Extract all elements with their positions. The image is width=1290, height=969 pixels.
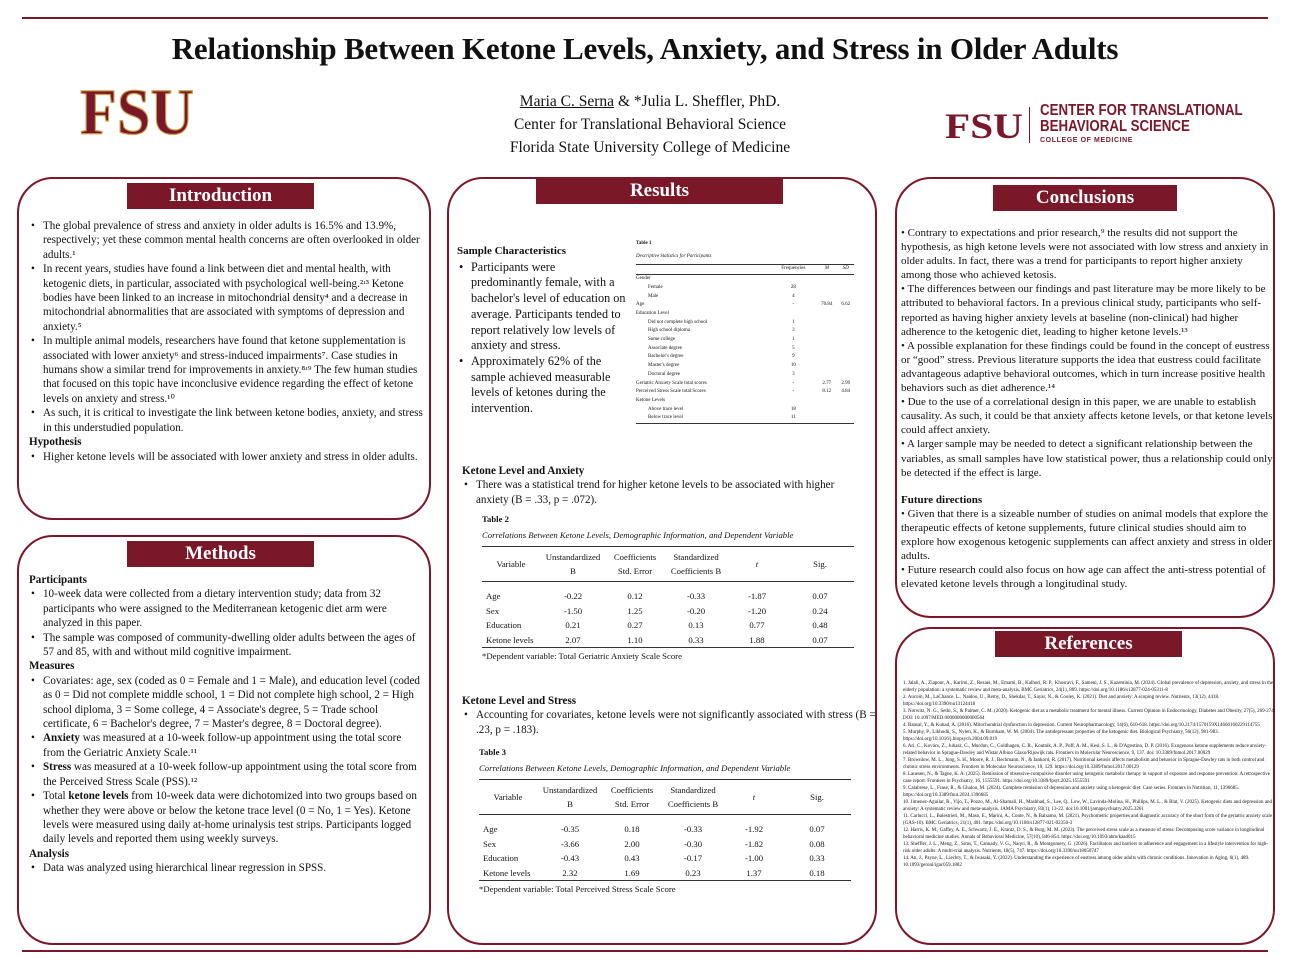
conclusion-bullet: • A larger sample may be needed to detect a significant relationship between the variables, as small samples have low statistical power, thus a relationship could only be detected if the effect is large. [901, 438, 1273, 479]
table1-cell [771, 275, 817, 284]
participants-bullet: • 10-week data were collected from a dietary intervention study; data from 32 participants who were assigned to the Mediterranean ketogenic diet arm were analyzed in this paper. [29, 587, 425, 630]
anxiety-result [462, 464, 862, 507]
table2-cell: 1.10 [627, 634, 643, 645]
reference-item: 9. Calabrese, L., Frase, R., & Ghaloo, M. (2024). Complete remission of depression and anxiety using a ketogenic diet: Case series. Frontiers in Nutrition, 11, 1396685. https://doi.org/10.3389/fnut.2024.1396685 [903, 786, 1240, 798]
table3-cell: 0.07 [809, 824, 825, 834]
table1-row [636, 336, 854, 345]
covariates-bullet: • Covariates: age, sex (coded as 0 = Female and 1 = Male), and education level (coded as 0 = Did not complete middle school, 1 = Did not complete high school, 2 = High school diploma, 3 = Some college, 4 = Associate's degree, 5 = Trade school certificate, 6 = Bachelor's degree, 7 = Master's degree, 8 = Doctoral degree). [29, 674, 425, 732]
table1-cell: 11 [790, 415, 796, 421]
table1-cell: - [792, 389, 795, 395]
reference-item: 12. Harris, K. M., Gaffey, A. E., Schwartz, J. E., Krantz, D. S., & Burg, M. M. (2023). The perceived stress scale as a measure of stress: Decomposing score variance in longitudinal behavioral medicine studies. Annals of Behavioral Medicine, 57(10), 846-854. https://doi.org/10.1093/abm/kaad015 [903, 828, 1265, 840]
table1-cell [837, 336, 854, 345]
table3-cell: Ketone levels [483, 867, 531, 878]
center-logo [944, 103, 1254, 147]
table1-cell: 2.99 [841, 380, 851, 386]
table2-cell: Sex [486, 605, 500, 616]
reference-item: 11. Carlucci, L., Balestrieri, M., Maso, E., Marini, A., Conte, N., & Balsamo, M. (2021). Psychometric properties and diagnostic accuracy of the short form of the geriatric anxiety scale (GAS-10). BMC Geriatrics, 21(1), 401. https://doi.org/10.1186/s12877-021-02350-3 [903, 814, 1273, 826]
table1-cell [816, 414, 837, 423]
references-heading: References [995, 631, 1182, 657]
table1-cell [837, 362, 854, 371]
table1-cell [816, 406, 837, 415]
table2-cell: 1.88 [749, 634, 765, 645]
table1-cell [816, 275, 837, 284]
table1-cell: 8.12 [822, 389, 832, 395]
table3-note: *Dependent variable: Total Perceived Stress Scale Score [479, 884, 676, 894]
stress-result [462, 694, 880, 737]
future-directions-heading: Future directions [901, 493, 983, 506]
table1-header [636, 265, 771, 275]
conclusion-bullet: • Due to the use of a correlational design in this paper, we are unable to establish causality. As such, it could be that anxiety affects ketone levels, or that ketone levels could affect anxiety. [901, 396, 1273, 437]
table1-row [636, 327, 854, 336]
top-rule [22, 17, 1268, 19]
table1-row [636, 310, 854, 319]
table-2 [482, 514, 854, 661]
table1-cell: 28 [790, 284, 796, 290]
table-1 [636, 240, 854, 424]
measures-heading: Measures [29, 660, 75, 673]
future-bullet: • Given that there is a sizeable number of studies on animal models that explore the therapeutic effects of ketone supplements, future clinical studies should aim to explore how exogenous ketogenic supplements can affect anxiety and stress in older adults. [901, 507, 1272, 563]
table2-cell: 0.07 [812, 591, 828, 601]
conclusion-bullet: • A possible explanation for these findings could be found in the concept of eustress or “good” stress. Previous literature supports the idea that eustress could facilitate advantageous adaptive behavioral outcomes, which in turn increase positive health behaviors such as diet adherence.¹⁴ [901, 339, 1270, 395]
table2-caption: Table 2 [482, 514, 509, 524]
future-bullet: • Future research could also focus on how age can affect the anti-stress potential of elevated ketone levels through a longitudinal study. [901, 564, 1266, 591]
table1-header: M [816, 265, 837, 275]
table1-cell: 4.84 [841, 389, 851, 395]
table1-cell: Ketone Levels [636, 397, 666, 403]
table2-cell: 0.21 [565, 620, 581, 630]
table2-header: Standardized Coefficients B [670, 552, 722, 576]
table1-cell [816, 371, 837, 380]
table3-cell: 0.18 [624, 824, 640, 834]
table1-cell: Female [648, 284, 663, 290]
table2-row [482, 633, 854, 648]
table1-cell [816, 336, 837, 345]
table3-row [479, 851, 851, 866]
table1-cell: 1 [792, 337, 795, 343]
table3-cell: 1.69 [624, 867, 640, 878]
table2-cell: -1.87 [747, 591, 767, 601]
hypothesis-heading: Hypothesis [29, 436, 82, 449]
table1-cell [837, 371, 854, 380]
table2-cell: 0.12 [627, 591, 643, 601]
table1-cell [771, 397, 817, 406]
stress-result-text: • Accounting for covariates, ketone levels were not significantly associated with stress (B = .23, p = .183). [462, 708, 880, 737]
table2-cell: Education [486, 620, 522, 630]
table1-cell: Gender [636, 276, 651, 282]
table1-cell: Education Level [636, 310, 669, 316]
table1-cell [816, 345, 837, 354]
table1-cell: Perceived Stress Scale total Scores [636, 389, 706, 395]
table3-header: Sig. [810, 792, 824, 802]
table1-cell [816, 327, 837, 336]
reference-item: 6. Ari, C., Kovács, Z., Juhasz, G., Murdun, C., Goldhagen, C. R., Koutnik, A. P., Poff, A. M., Kesl, S. L., & D'Agostino, D. P. (2016). Exogenous ketone supplements reduce anxiety-related behavior in Sprague-Dawley and Wistar Albino Glaxo/Rijswijk rats. Frontiers in Molecular Neuroscience, 9, 137. doi: 10.3389/fnmol.2017.00029 [903, 744, 1267, 756]
table1-caption: Table 1 [636, 241, 652, 246]
anxiety-result-text: • There was a statistical trend for higher ketone levels to be associated with higher anxiety (B = .33, p = .072). [462, 478, 862, 507]
table1-cell [837, 397, 854, 406]
table2-cell: -1.50 [563, 605, 583, 616]
table1-cell [816, 397, 837, 406]
table3-cell: 0.43 [624, 853, 640, 863]
table3-cell: Age [483, 824, 498, 834]
table3-header: Unstandardized B [542, 785, 598, 809]
reference-item: 4. Bansal, Y., & Kuhad, A. (2016). Mitochondrial dysfunction in depression. Current Neuropharmacology, 14(6), 610-618. https://doi.org/10.2174/1570159X14666160229114755 [903, 723, 1260, 728]
hypothesis-text: • Higher ketone levels will be associated with lower anxiety and stress in older adults. [29, 450, 425, 464]
table2-cell: -0.33 [686, 591, 706, 601]
table2-cell: 1.25 [627, 605, 643, 616]
anxiety-result-heading: Ketone Level and Anxiety [462, 465, 585, 477]
table1-cell [816, 293, 837, 302]
intro-bullet: • In recent years, studies have found a link between diet and mental health, with ketogenic diets, in particular, associated with psychological well-being.²ʴ³ Ketone bodies have been linked to an increase in mitochondrial density⁴ and a decrease in mitochondrial abnormalities that are associated with symptoms of depression and anxiety.⁵ [29, 262, 425, 334]
fsu-mark-icon [944, 108, 1024, 142]
fsu-logo-text: FSU [80, 80, 194, 142]
table3-row [479, 837, 851, 852]
table3-cell: Sex [483, 838, 497, 849]
table1-cell [837, 345, 854, 354]
table3-header: Coefficients Std. Error [610, 785, 654, 809]
sample-heading: Sample Characteristics [457, 245, 567, 257]
table1-row [636, 345, 854, 354]
reference-item: 7. Brownlow, M. L., Jung, S. H., Moore, R. J., Bechmann, N., & Jankord, R. (2017). Nutritional ketosis affects metabolism and behavior in Sprague-Dawley rats in both control and chronic stress environments. Frontiers in Molecular Neuroscience, 10, 129. https://doi.org/10.3389/fnmol.2017.00129 [903, 758, 1265, 770]
table3-cell: 2.00 [624, 838, 640, 849]
table1-cell [837, 275, 854, 284]
table1-row [636, 388, 854, 397]
table2-cell: 0.27 [627, 620, 643, 630]
table1-cell [837, 353, 854, 362]
table1-cell [837, 310, 854, 319]
anxiety-measure-bullet: • Anxiety was measured at a 10-week follow-up appointment using the total score from the Geriatric Anxiety Scale.¹¹ [29, 731, 425, 760]
table2-note: *Dependent variable: Total Geriatric Anxiety Scale Score [482, 651, 682, 661]
intro-bullet: • The global prevalence of stress and anxiety in older adults is 16.5% and 13.9%, respectively; yet these common mental health concerns are often overlooked in older adults.¹ [29, 219, 425, 262]
table3-cell: -0.35 [560, 824, 580, 834]
ketone-measure-bullet: • Total ketone levels from 10-week data were dichotomized into two groups based on whether they were above or below the ketone trace level (0 = No, 1 = Yes). Ketone levels were measured using daily at-home urinalysis test strips. Participants logged daily levels and reported them using weekly surveys. [29, 789, 425, 847]
table1-cell: - [792, 302, 795, 308]
table1-cell [837, 406, 854, 415]
reference-item: 1. Jalali, A., Ziapour, A., Karimi, Z., Rezaei, M., Emami, B., Kalhori, R. P., Khosravi, F., Sameni, J. S., Kazeminia, M. (2024). Global prevalence of depression, anxiety, and stress in the elderly population: a systematic review and meta-analysis. BMC Geriatrics, 24(1), 809. https://doi.org/10.1186/s12877-024-05311-8 [903, 681, 1274, 693]
methods-heading: Methods [127, 541, 314, 567]
stress-result-heading: Ketone Level and Stress [462, 695, 577, 707]
table1-cell [816, 284, 837, 293]
table2-row [482, 618, 854, 633]
introduction-heading: Introduction [127, 183, 314, 209]
table3-cell: 1.37 [746, 867, 762, 878]
table3-header: Variable [493, 792, 523, 802]
table1-row [636, 362, 854, 371]
table2-cell: 0.48 [812, 620, 828, 630]
bottom-rule [22, 950, 1268, 952]
table1-row [636, 380, 854, 389]
sample-bullet: • Approximately 62% of the sample achieved measurable levels of ketones during the intervention. [457, 354, 629, 417]
table1-cell: Master's degree [648, 363, 680, 369]
table3-header: Standardized Coefficients B [667, 785, 719, 809]
table1-cell: Above trace level [648, 406, 684, 412]
svg-text:FSU: FSU [945, 108, 1023, 142]
table1-cell: Did not complete high school [648, 319, 708, 325]
table1-cell: Bachelor's degree [648, 354, 684, 360]
table2-cell: 0.07 [812, 634, 828, 645]
stress-measure-bullet: • Stress was measured at a 10-week follow-up appointment using the total score from the Perceived Stress Scale (PSS).¹² [29, 760, 425, 789]
intro-bullet: • In multiple animal models, researchers have found that ketone supplementation is associated with lower anxiety⁶ and stress-induced impairments⁷. Case studies in humans show a similar trend for improvements in anxiety.⁸ʴ⁹ The few human studies that focused on this topic have inconclusive evidence regarding the effect of ketone levels on anxiety and stress.¹⁰ [29, 334, 425, 406]
table3-cell: -1.00 [744, 853, 764, 863]
table1-cell [816, 319, 837, 328]
reference-item: 3. Norwitz, N. G., Sethi, S., & Palmer, C. M. (2020). Ketogenic diet as a metabolic treatment for mental illness. Current Opinion in Endocrinology, Diabetes and Obesity, 27(5), 269-274. DOI: 10.1097/MED.0000000000000564 [903, 709, 1275, 721]
table2-cell: 0.77 [749, 620, 765, 630]
table2-header: Coefficients Std. Error [613, 552, 657, 576]
results-heading: Results [536, 178, 783, 204]
table-3 [479, 747, 851, 894]
table1-cell: 3 [792, 371, 795, 377]
table3-subtitle: Correlations Between Ketone Levels, Demographic Information, and Dependent Variable [479, 763, 791, 773]
table1-row [636, 284, 854, 293]
table1-row [636, 397, 854, 406]
table3-row [479, 866, 851, 881]
table1-cell: Associate degree [648, 345, 683, 351]
table1-cell: Some college [648, 337, 676, 343]
table3-cell: 0.08 [809, 838, 825, 849]
table2-cell: 0.13 [688, 620, 704, 630]
table3-cell: -0.30 [683, 838, 703, 849]
reference-item: 8. Lauesen, N., & Tague, K. A. (2025). Remission of obsessive-compulsive disorder using ketogenic metabolic therapy in support of exposure and response prevention: A retrospective case report. Frontiers in Psychiatry, 16, 1555591. https://doi.org/10.3389/fpsyt.2025.1555591 [903, 772, 1270, 784]
table2-header: t [755, 559, 759, 569]
table1-cell [837, 414, 854, 423]
table1-cell: 2.77 [822, 380, 832, 386]
table1-cell [837, 284, 854, 293]
conclusion-bullet: • Contrary to expectations and prior research,⁹ the results did not support the hypothesis, as high ketone levels were not associated with low stress and anxiety in older adults. In fact, there was a trend for participants to report higher anxiety among those who achieved ketosis. [901, 227, 1269, 282]
other-authors: & *Julia L. Sheffler, PhD. [614, 93, 781, 110]
table3-cell: 0.23 [685, 867, 701, 878]
table1-cell: Below trace level [648, 415, 683, 421]
table1-row [636, 301, 854, 310]
table1-cell: 5 [792, 345, 795, 351]
table1-cell: 10 [790, 363, 796, 369]
table2-row [482, 582, 854, 604]
table3-cell: -0.43 [560, 853, 580, 863]
reference-item: 14. An, J., Payne, L., Liechty, T., & Iwasaki, Y. (2022). Understanding the experience of eustress among older adults with chronic conditions. Innovation in Aging, 6(1), 489. 10.1093/geroni/igac059.1882 [903, 856, 1250, 868]
table1-cell: 3 [792, 328, 795, 334]
table1-cell: 18 [790, 406, 796, 412]
table2-subtitle: Correlations Between Ketone Levels, Demographic Information, and Dependent Variable [482, 530, 794, 540]
table1-cell [816, 353, 837, 362]
fsu-logo [78, 80, 196, 142]
reference-item: 5. Murphy, P., Likhodii, S., Nylen, K., & Burnham, W. M. (2004). The antidepressant properties of the ketogenic diet. Biological Psychiatry, 56(12), 981-983. https://doi.org/10.1016/j.biopsych.2004.09.019 [903, 730, 1219, 742]
table2-cell: 0.33 [688, 634, 704, 645]
table3-cell: 2.32 [562, 867, 578, 878]
table1-cell: High school diploma [648, 328, 690, 334]
center-logo-line1: CENTER FOR TRANSLATIONAL [1040, 102, 1243, 119]
table1-cell [837, 327, 854, 336]
table2-cell: Age [486, 591, 501, 601]
table3-caption: Table 3 [479, 747, 506, 757]
analysis-heading: Analysis [29, 847, 70, 860]
reference-item: 2. Aucoin, M., LaChance, L., Naidoo, U., Remy, D., Shekdar, T., Sayar, N., & Cooley, K. (2021). Diet and anxiety: A scoping review. Nutrients, 13(12), 4418. https://doi.org/10.3390/nu13124418 [903, 695, 1220, 707]
affiliation-1: Center for Translational Behavioral Science [513, 116, 787, 133]
participants-heading: Participants [29, 574, 87, 586]
table2-row [482, 604, 854, 619]
table2-cell: Ketone levels [486, 634, 534, 645]
table1-cell [837, 319, 854, 328]
sample-bullet: • Participants were predominantly female, with a bachelor's level of education on average. Participants tended to report relatively low levels of anxiety and stress. [457, 260, 629, 354]
table1-cell: 9 [792, 354, 795, 360]
table1-row [636, 293, 854, 302]
table2-header: Variable [496, 559, 526, 569]
table1-cell [816, 362, 837, 371]
center-logo-line2: BEHAVIORAL SCIENCE [1040, 118, 1190, 135]
table3-cell: -3.66 [560, 838, 580, 849]
table1-cell: Male [648, 293, 659, 299]
intro-bullet: • As such, it is critical to investigate the link between ketone bodies, anxiety, and stress in this understudied population. [29, 406, 425, 435]
table2-cell: 2.07 [565, 634, 581, 645]
table2-header: Sig. [813, 559, 827, 569]
analysis-bullet: • Data was analyzed using hierarchical linear regression in SPSS. [29, 861, 425, 875]
table2-cell: 0.24 [812, 605, 828, 616]
table1-cell [771, 310, 817, 319]
table3-cell: 0.18 [809, 867, 825, 878]
methods-content [29, 573, 425, 876]
table3-cell: -0.33 [683, 824, 703, 834]
table1-row [636, 371, 854, 380]
table1-subtitle: Descriptive Statistics for Participants [636, 253, 712, 259]
table1-header: Frequencies [771, 265, 817, 275]
first-author: Maria C. Serna [519, 93, 615, 110]
table1-cell: 1 [792, 319, 795, 325]
participants-bullet: • The sample was composed of community-dwelling older adults between the ages of 57 and 85, with and without mild cognitive impairment. [29, 631, 425, 660]
table3-cell: -0.17 [683, 853, 703, 863]
conclusions-content [901, 226, 1273, 591]
table2-cell: -0.20 [686, 605, 706, 616]
table1-cell [816, 310, 837, 319]
table1-header: SD [837, 265, 854, 275]
poster-title: Relationship Between Ketone Levels, Anxiety, and Stress in Older Adults [171, 31, 1119, 66]
table1-row [636, 353, 854, 362]
table1-cell: Age [636, 302, 645, 308]
table1-cell: 70.84 [821, 302, 833, 308]
center-logo-line3: COLLEGE OF MEDICINE [1040, 137, 1134, 144]
table3-cell: 0.33 [809, 853, 825, 863]
references-list [903, 680, 1275, 869]
table3-cell: Education [483, 853, 519, 863]
reference-item: 13. Sheffler, J. L., Meng, Z., Sims, T., Cannady, V. G., Naqvi, R., & Montgomery, G. (2026). Facilitators and barriers to adherence and engagement in a lifestyle intervention for high-risk older adults: A multi-trial analysis. Nutrients, 18(5), 747. https://doi.org/10.3390/nu18050747 [903, 842, 1268, 854]
author-block [450, 90, 850, 159]
table1-row [636, 406, 854, 415]
introduction-content [29, 219, 425, 464]
table1-cell [837, 293, 854, 302]
table3-cell: -1.92 [744, 824, 764, 834]
table1-row [636, 414, 854, 423]
table2-cell: -1.20 [747, 605, 767, 616]
table1-cell: 4 [792, 293, 795, 299]
table2-cell: -0.22 [563, 591, 583, 601]
affiliation-2: Florida State University College of Medicine [509, 139, 791, 156]
table1-cell: Doctoral degree [648, 371, 681, 377]
logo-divider [1029, 107, 1030, 143]
table1-cell: 6.62 [841, 302, 851, 308]
table3-row [479, 815, 851, 837]
conclusion-bullet: • The differences between our findings and past literature may be more likely to be attributed to behavioral factors. In a previous clinical study, participants who self-reported as having higher anxiety levels at baseline (non-clinical) had higher adherence to the ketogenic diet, leading to higher ketone levels.¹³ [901, 283, 1266, 338]
table2-header: Unstandardized B [545, 552, 601, 576]
table1-row [636, 275, 854, 284]
table1-cell: Geriatric Anxiety Scale total scores [636, 380, 707, 386]
conclusions-heading: Conclusions [993, 185, 1177, 211]
sample-characteristics [457, 244, 629, 417]
table3-cell: -1.82 [744, 838, 764, 849]
reference-item: 10. Jimenez-Aguilar, R., Vijo, T., Pozzo, M., Al-Shamali, H., Mashhad, S., Lee, Q., Low, W., Lavinda-Molina, H., Phillips, M. L., & Blat, V. (2025). Ketogenic diets and depression and anxiety: A systematic review and meta-analysis. JAMA Psychiatry, 83(1), 13-22. doi:10.1001/jamapsychiatry.2025.3261 [903, 800, 1272, 812]
table1-cell: - [792, 380, 795, 386]
table3-header: t [752, 792, 756, 802]
table1-row [636, 319, 854, 328]
